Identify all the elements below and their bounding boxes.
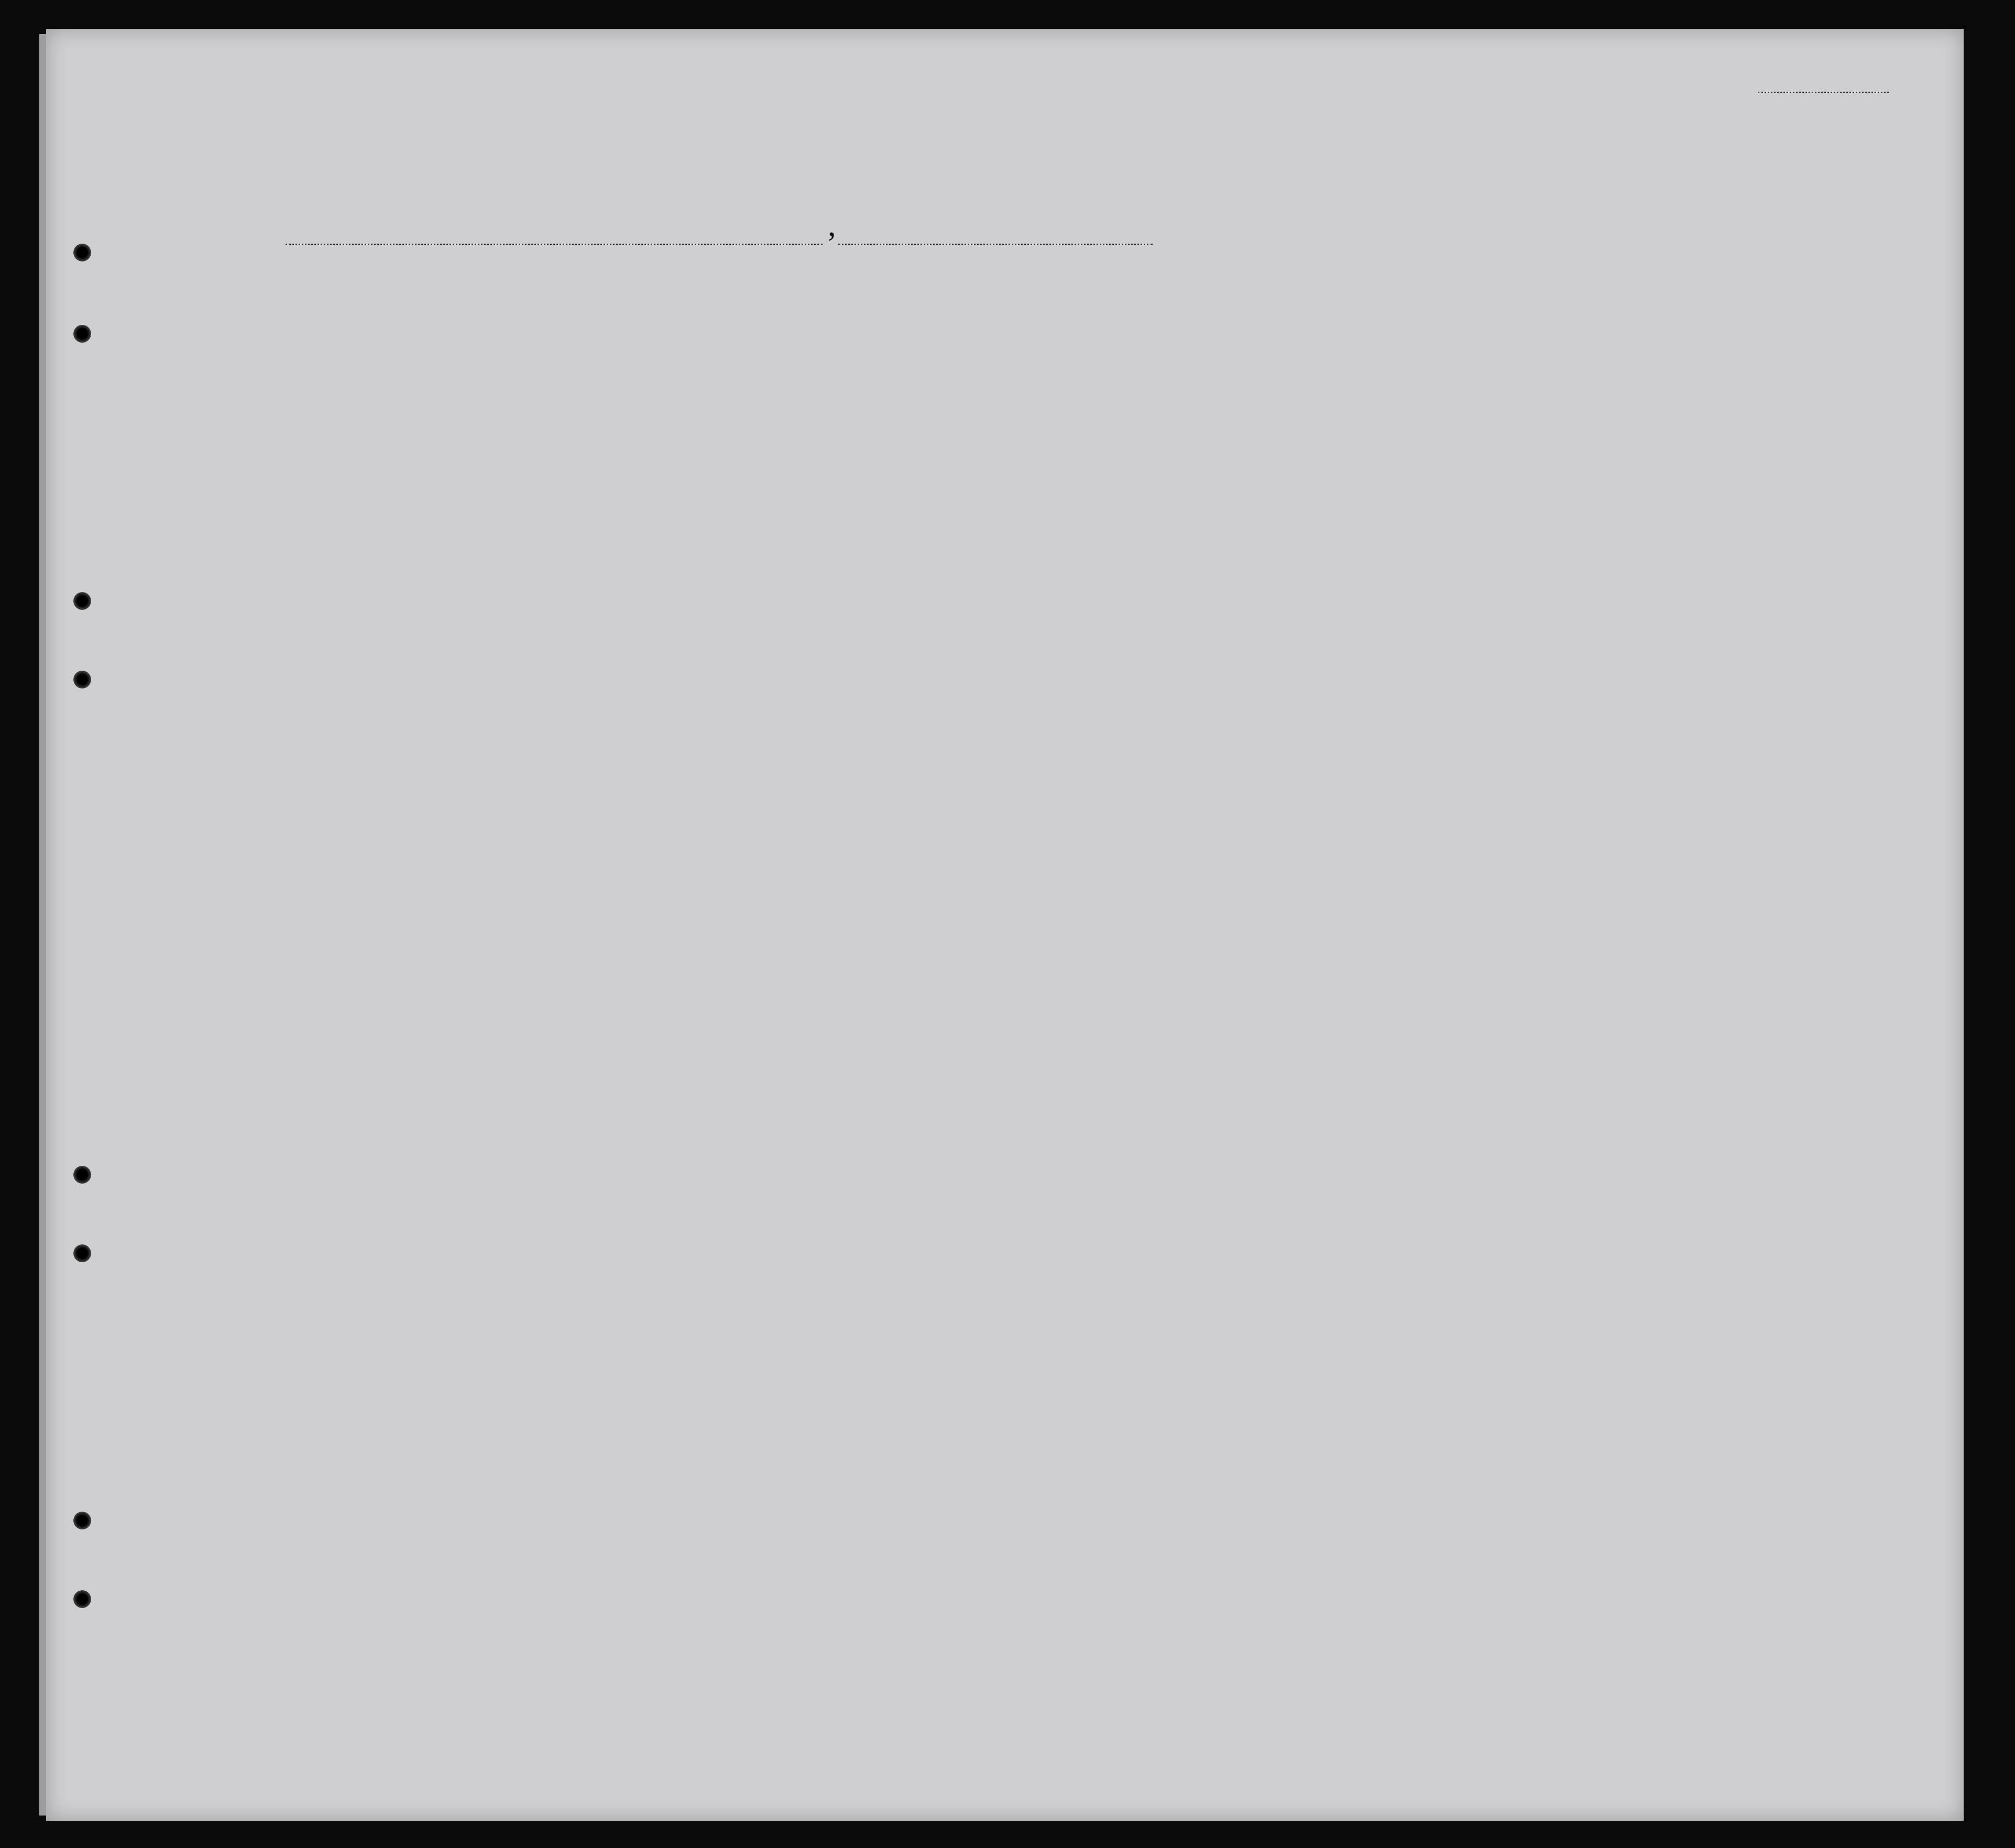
header-col-28 <box>1349 314 1383 432</box>
header-col-29 <box>1404 314 1430 432</box>
header-col-30 <box>1454 314 1475 432</box>
header-col-24-a <box>1104 320 1136 432</box>
header-col-24-b <box>1176 320 1197 432</box>
port-comma: , <box>828 207 836 243</box>
header-col-24-c <box>1229 320 1250 432</box>
header-col-25 <box>1263 314 1289 432</box>
